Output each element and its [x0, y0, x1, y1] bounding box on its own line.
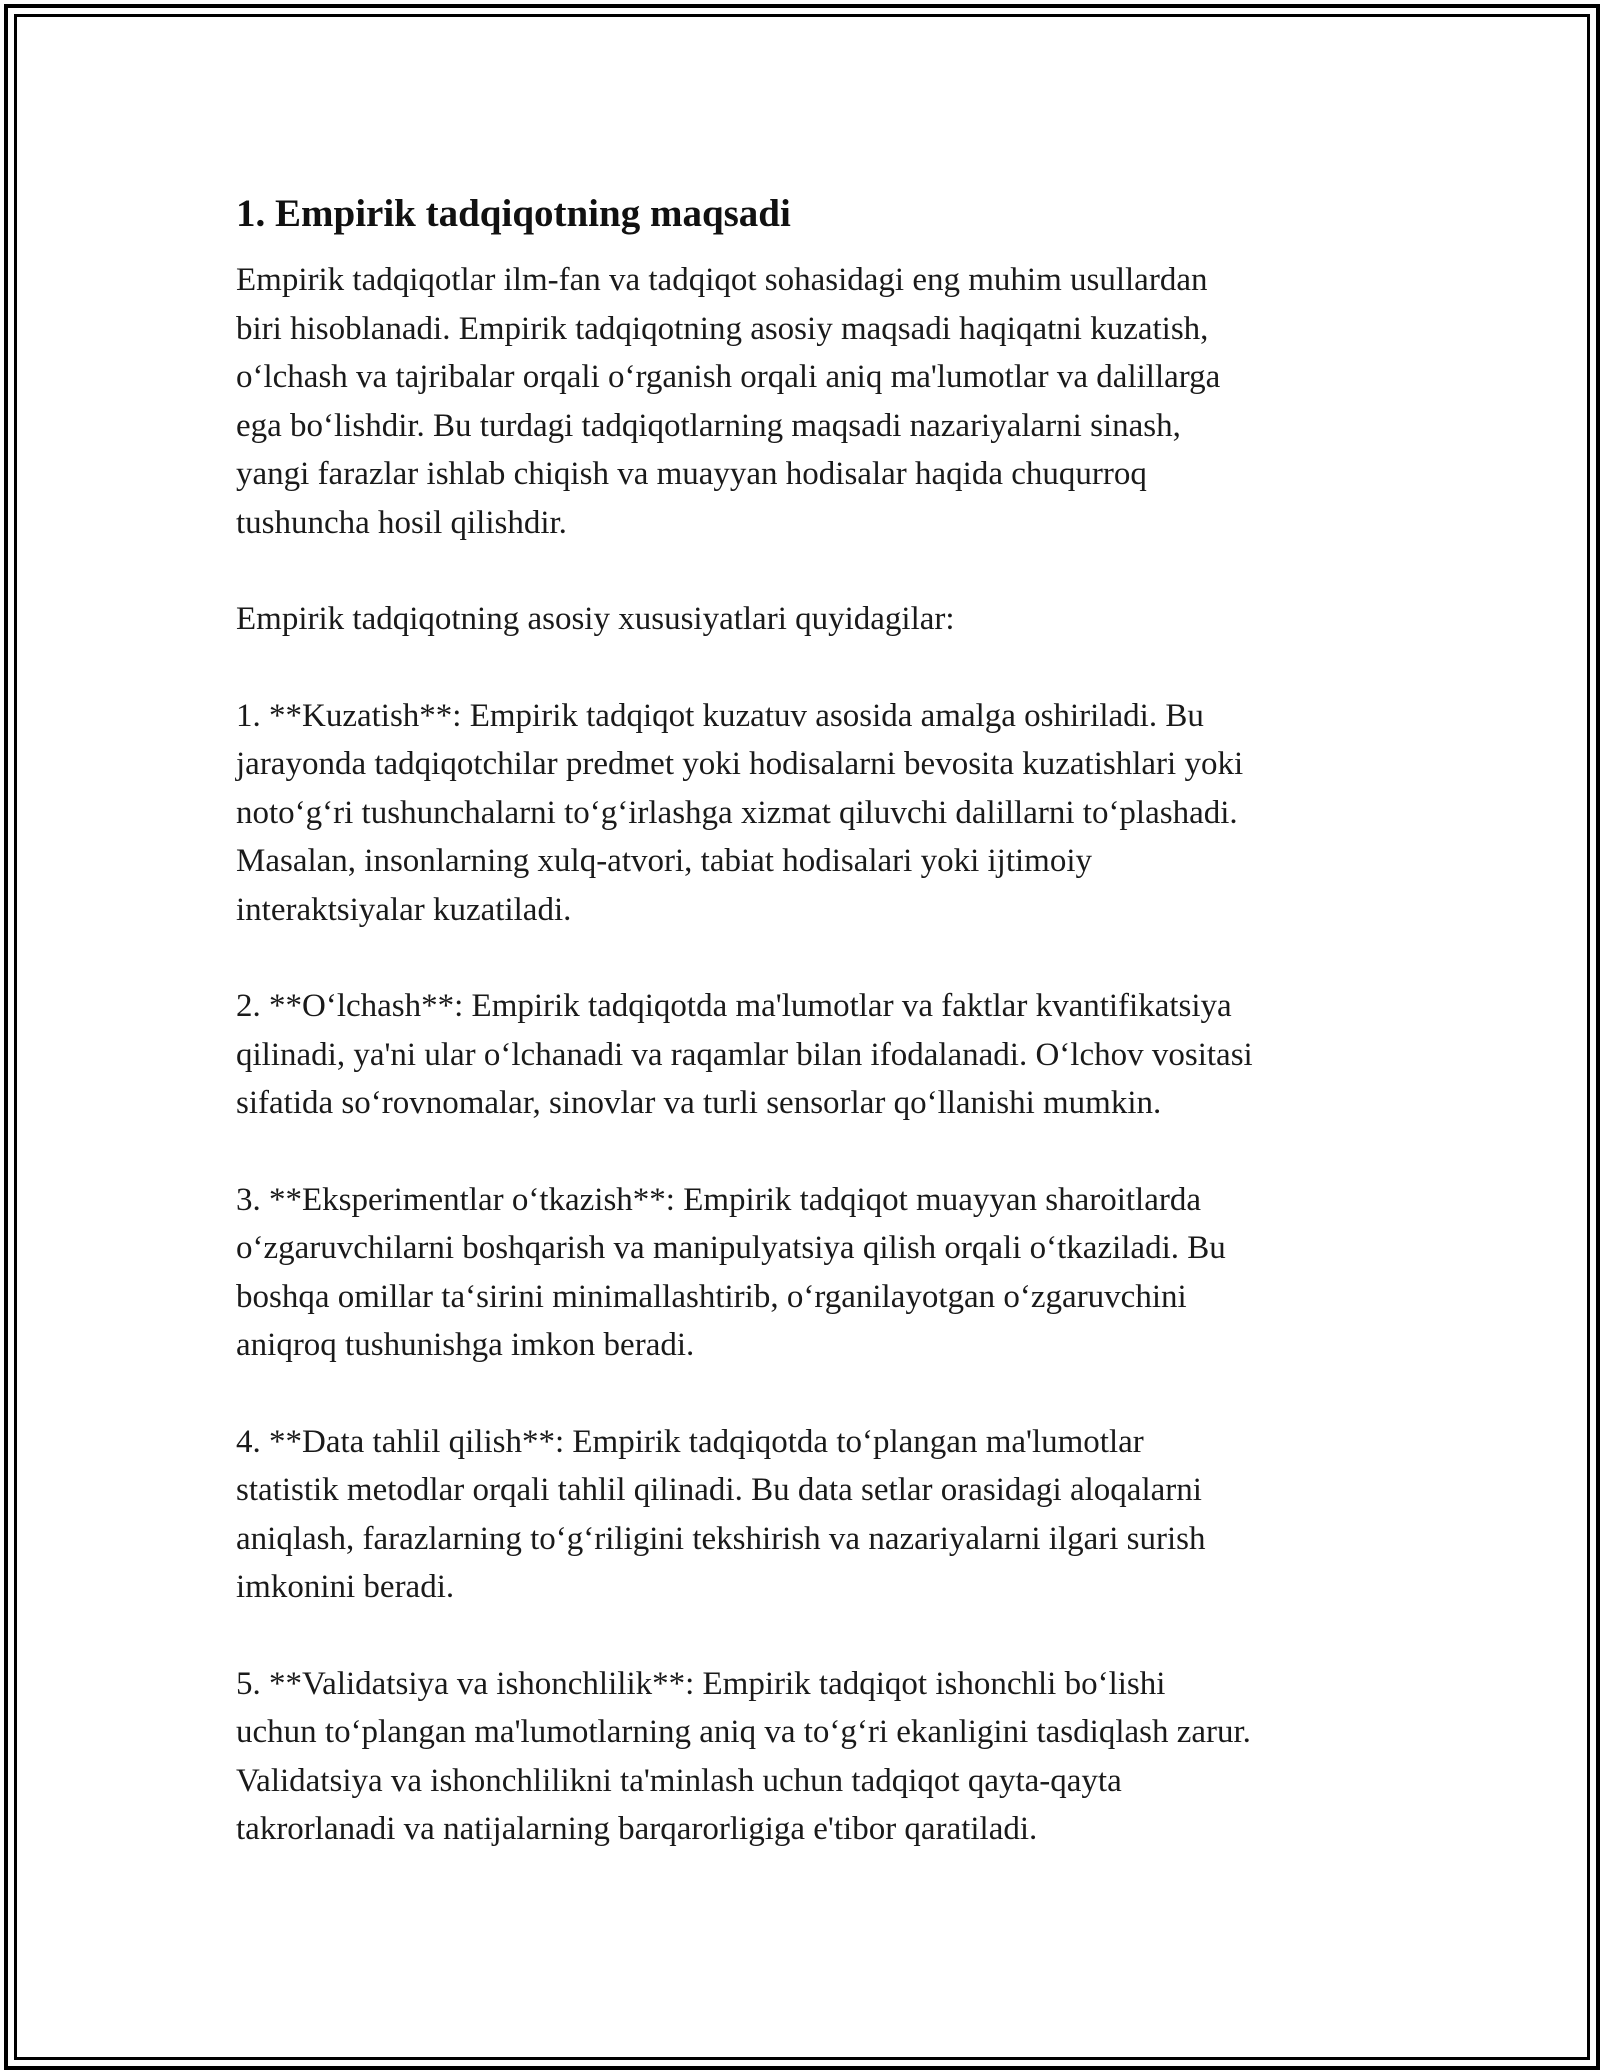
list-item-measurement: 2. **O‘lchash**: Empirik tadqiqotda ma'lumotlar va faktlar kvantifikatsiya qilinadi, ya'ni ular o‘lchanadi va raqamlar bilan ifodalanadi. O‘lchov vositasi sifatida so‘rovnomalar, sinovlar va turli sensorlar qo‘llanishi mumkin. [236, 988, 1253, 1121]
document-body [236, 188, 1386, 1902]
list-item-data-analysis: 4. **Data tahlil qilish**: Empirik tadqiqotda to‘plangan ma'lumotlar statistik metodlar orqali tahlil qilinadi. Bu data setlar orasidagi aloqalarni aniqlash, farazlarning to‘g‘riligini tekshirish va nazariyalarni ilgari surish imkonini beradi. [236, 1423, 1206, 1605]
list-item-experiments: 3. **Eksperimentlar o‘tkazish**: Empirik tadqiqot muayyan sharoitlarda o‘zgaruvchilarni boshqarish va manipulyatsiya qilish orqali o‘tkaziladi. Bu boshqa omillar ta‘sirini minimallashtirib, o‘rganilayotgan o‘zgaruvchini aniqroq tushunishga imkon beradi. [236, 1181, 1226, 1363]
intro-paragraph: Empirik tadqiqotlar ilm-fan va tadqiqot sohasidagi eng muhim usullardan biri hisoblanadi. Empirik tadqiqotning asosiy maqsadi haqiqatni kuzatish, o‘lchash va tajribalar orqali o‘rganish orqali aniq ma'lumotlar va dalillarga ega bo‘lishdir. Bu turdagi tadqiqotlarning maqsadi nazariyalarni sinash, yangi farazlar ishlab chiqish va muayyan hodisalar haqida chuqurroq tushuncha hosil qilishdir. [236, 262, 1221, 541]
list-item-validation: 5. **Validatsiya va ishonchlilik**: Empirik tadqiqot ishonchli bo‘lishi uchun to‘plangan ma'lumotlarning aniq va to‘g‘ri ekanligini tasdiqlash zarur. Validatsiya va ishonchlilikni ta'minlash uchun tadqiqot qayta-qayta takrorlanadi va natijalarning barqarorligiga e'tibor qaratiladi. [236, 1665, 1251, 1847]
features-intro-paragraph: Empirik tadqiqotning asosiy xususiyatlari quyidagilar: [236, 601, 955, 637]
list-item-observation: 1. **Kuzatish**: Empirik tadqiqot kuzatuv asosida amalga oshiriladi. Bu jarayonda tadqiqotchilar predmet yoki hodisalarni bevosita kuzatishlari yoki noto‘g‘ri tushunchalarni to‘g‘irlashga xizmat qiluvchi dalillarni to‘plashadi. Masalan, insonlarning xulq-atvori, tabiat hodisalari yoki ijtimoiy interaktsiyalar kuzatiladi. [236, 697, 1244, 928]
section-heading: 1. Empirik tadqiqotning maqsadi [236, 192, 791, 235]
